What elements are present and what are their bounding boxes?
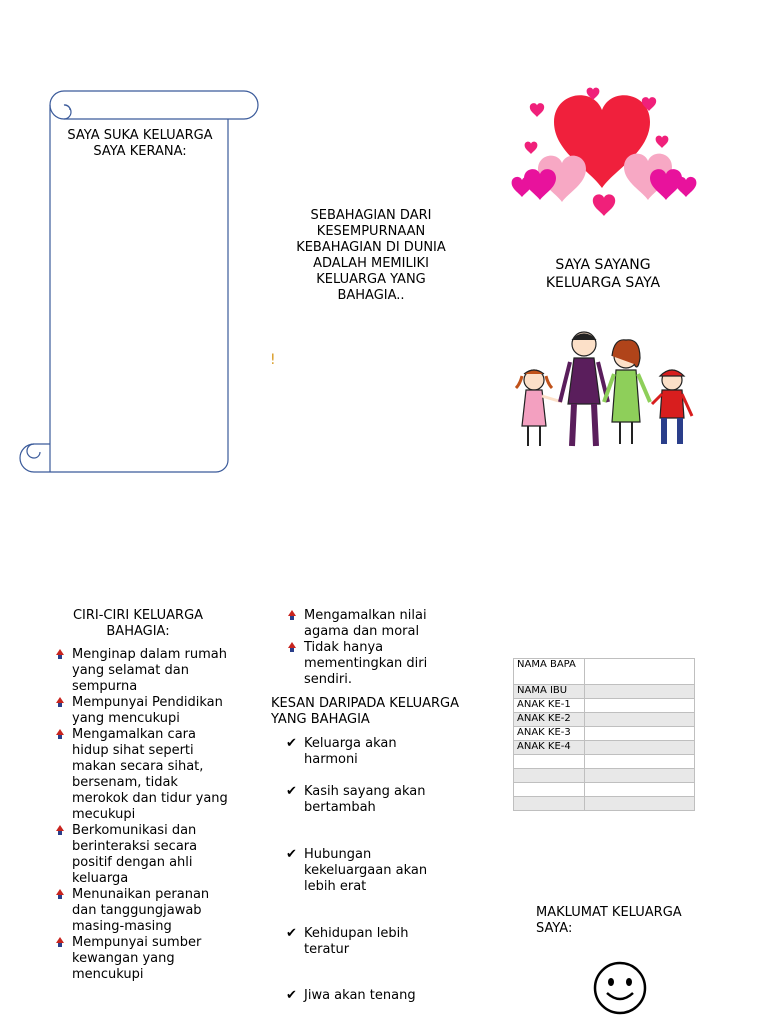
table-cell-value[interactable] [585, 727, 695, 741]
list-item-label: Menginap dalam rumah yang selamat dan sempurna [72, 647, 227, 694]
hearts-icon [504, 84, 700, 216]
table-cell-label: ANAK KE-2 [514, 713, 585, 727]
ciri-list-continued [286, 608, 456, 688]
list-item-label: Mempunyai Pendidikan yang mencukupi [72, 695, 223, 726]
list-item [54, 823, 230, 887]
smiley-icon [592, 960, 648, 1016]
ciri-heading: CIRI-CIRI KELUARGA BAHAGIA: [72, 608, 204, 639]
maklumat-heading: MAKLUMAT KELUARGA SAYA: [536, 905, 682, 936]
kesan-item [286, 784, 446, 816]
table-cell-label [514, 783, 585, 797]
kesan-item-label: Jiwa akan tenang [304, 988, 416, 1003]
arrow-bullet-icon [54, 648, 66, 660]
table-row [514, 783, 695, 797]
table-cell-label: ANAK KE-4 [514, 741, 585, 755]
table-cell-value[interactable] [585, 741, 695, 755]
kesan-item [286, 926, 446, 958]
table-cell-label: ANAK KE-3 [514, 727, 585, 741]
arrow-bullet-icon [54, 888, 66, 900]
kesan-heading: KESAN DARIPADA KELUARGA YANG BAHAGIA [271, 696, 459, 727]
kesan-item-label: Kasih sayang akan bertambah [304, 784, 426, 815]
table-cell-label: NAMA BAPA [514, 659, 585, 685]
list-item-label: Mempunyai sumber kewangan yang mencukupi [72, 935, 202, 982]
table-cell-value[interactable] [585, 769, 695, 783]
checkmark-icon: ✔ [286, 926, 297, 941]
checkmark-icon: ✔ [286, 784, 297, 799]
kesan-item [286, 736, 446, 768]
quote-text: SEBAHAGIAN DARI KESEMPURNAAN KEBAHAGIAN DI DUNIA ADALAH MEMILIKI KELUARGA YANG BAHAGIA.. [296, 208, 446, 303]
list-item-label: Mengamalkan nilai agama dan moral [304, 608, 427, 639]
family-image [504, 322, 700, 450]
table-cell-label: ANAK KE-1 [514, 699, 585, 713]
list-item [54, 647, 230, 695]
kesan-item-label: Hubungan kekeluargaan akan lebih erat [304, 847, 428, 894]
checkmark-icon: ✔ [286, 988, 297, 1003]
list-item-label: Berkomunikasi dan berinteraksi secara positif dengan ahli keluarga [72, 823, 198, 886]
table-row [514, 755, 695, 769]
table-row [514, 659, 695, 685]
table-cell-label [514, 769, 585, 783]
table-row [514, 797, 695, 811]
page-title: SAYA SAYANG KELUARGA SAYA [545, 257, 661, 291]
list-item [54, 935, 230, 983]
table-cell-value[interactable] [585, 699, 695, 713]
table-cell-value[interactable] [585, 713, 695, 727]
checkmark-icon: ✔ [286, 736, 297, 751]
arrow-bullet-icon [54, 936, 66, 948]
table-cell-value[interactable] [585, 659, 695, 685]
table-cell-value[interactable] [585, 755, 695, 769]
list-item [286, 640, 456, 688]
hearts-image [504, 84, 700, 216]
list-item-label: Mengamalkan cara hidup sihat seperti makan secara sihat, bersenam, tidak merokok dan tidur yang mecukupi [72, 727, 228, 822]
list-item [54, 887, 230, 935]
table-cell-value[interactable] [585, 797, 695, 811]
ciri-list [54, 647, 230, 983]
table-cell-label [514, 797, 585, 811]
family-table [513, 658, 695, 811]
arrow-bullet-icon [54, 696, 66, 708]
scroll-text: SAYA SUKA KELUARGA SAYA KERANA: [67, 128, 213, 159]
kesan-item-label: Kehidupan lebih teratur [304, 926, 409, 957]
table-row [514, 713, 695, 727]
list-item [286, 608, 456, 640]
list-item-label: Menunaikan peranan dan tanggungjawab masing-masing [72, 887, 210, 934]
table-row [514, 769, 695, 783]
table-cell-value[interactable] [585, 783, 695, 797]
table-cell-label [514, 755, 585, 769]
table-row [514, 685, 695, 699]
list-item [54, 727, 230, 823]
kesan-item [286, 988, 446, 1004]
arrow-bullet-icon [54, 824, 66, 836]
arrow-bullet-icon [286, 609, 298, 621]
list-item [54, 695, 230, 727]
kesan-item [286, 847, 446, 895]
table-cell-value[interactable] [585, 685, 695, 699]
table-cell-label: NAMA IBU [514, 685, 585, 699]
list-item-label: Tidak hanya mementingkan diri sendiri. [304, 640, 428, 687]
table-row [514, 741, 695, 755]
table-row [514, 699, 695, 713]
exclamation-mark: ! [270, 352, 276, 368]
checkmark-icon: ✔ [286, 847, 297, 862]
arrow-bullet-icon [54, 728, 66, 740]
kesan-item-label: Keluarga akan harmoni [304, 736, 397, 767]
arrow-bullet-icon [286, 641, 298, 653]
table-row [514, 727, 695, 741]
family-icon [504, 322, 700, 450]
